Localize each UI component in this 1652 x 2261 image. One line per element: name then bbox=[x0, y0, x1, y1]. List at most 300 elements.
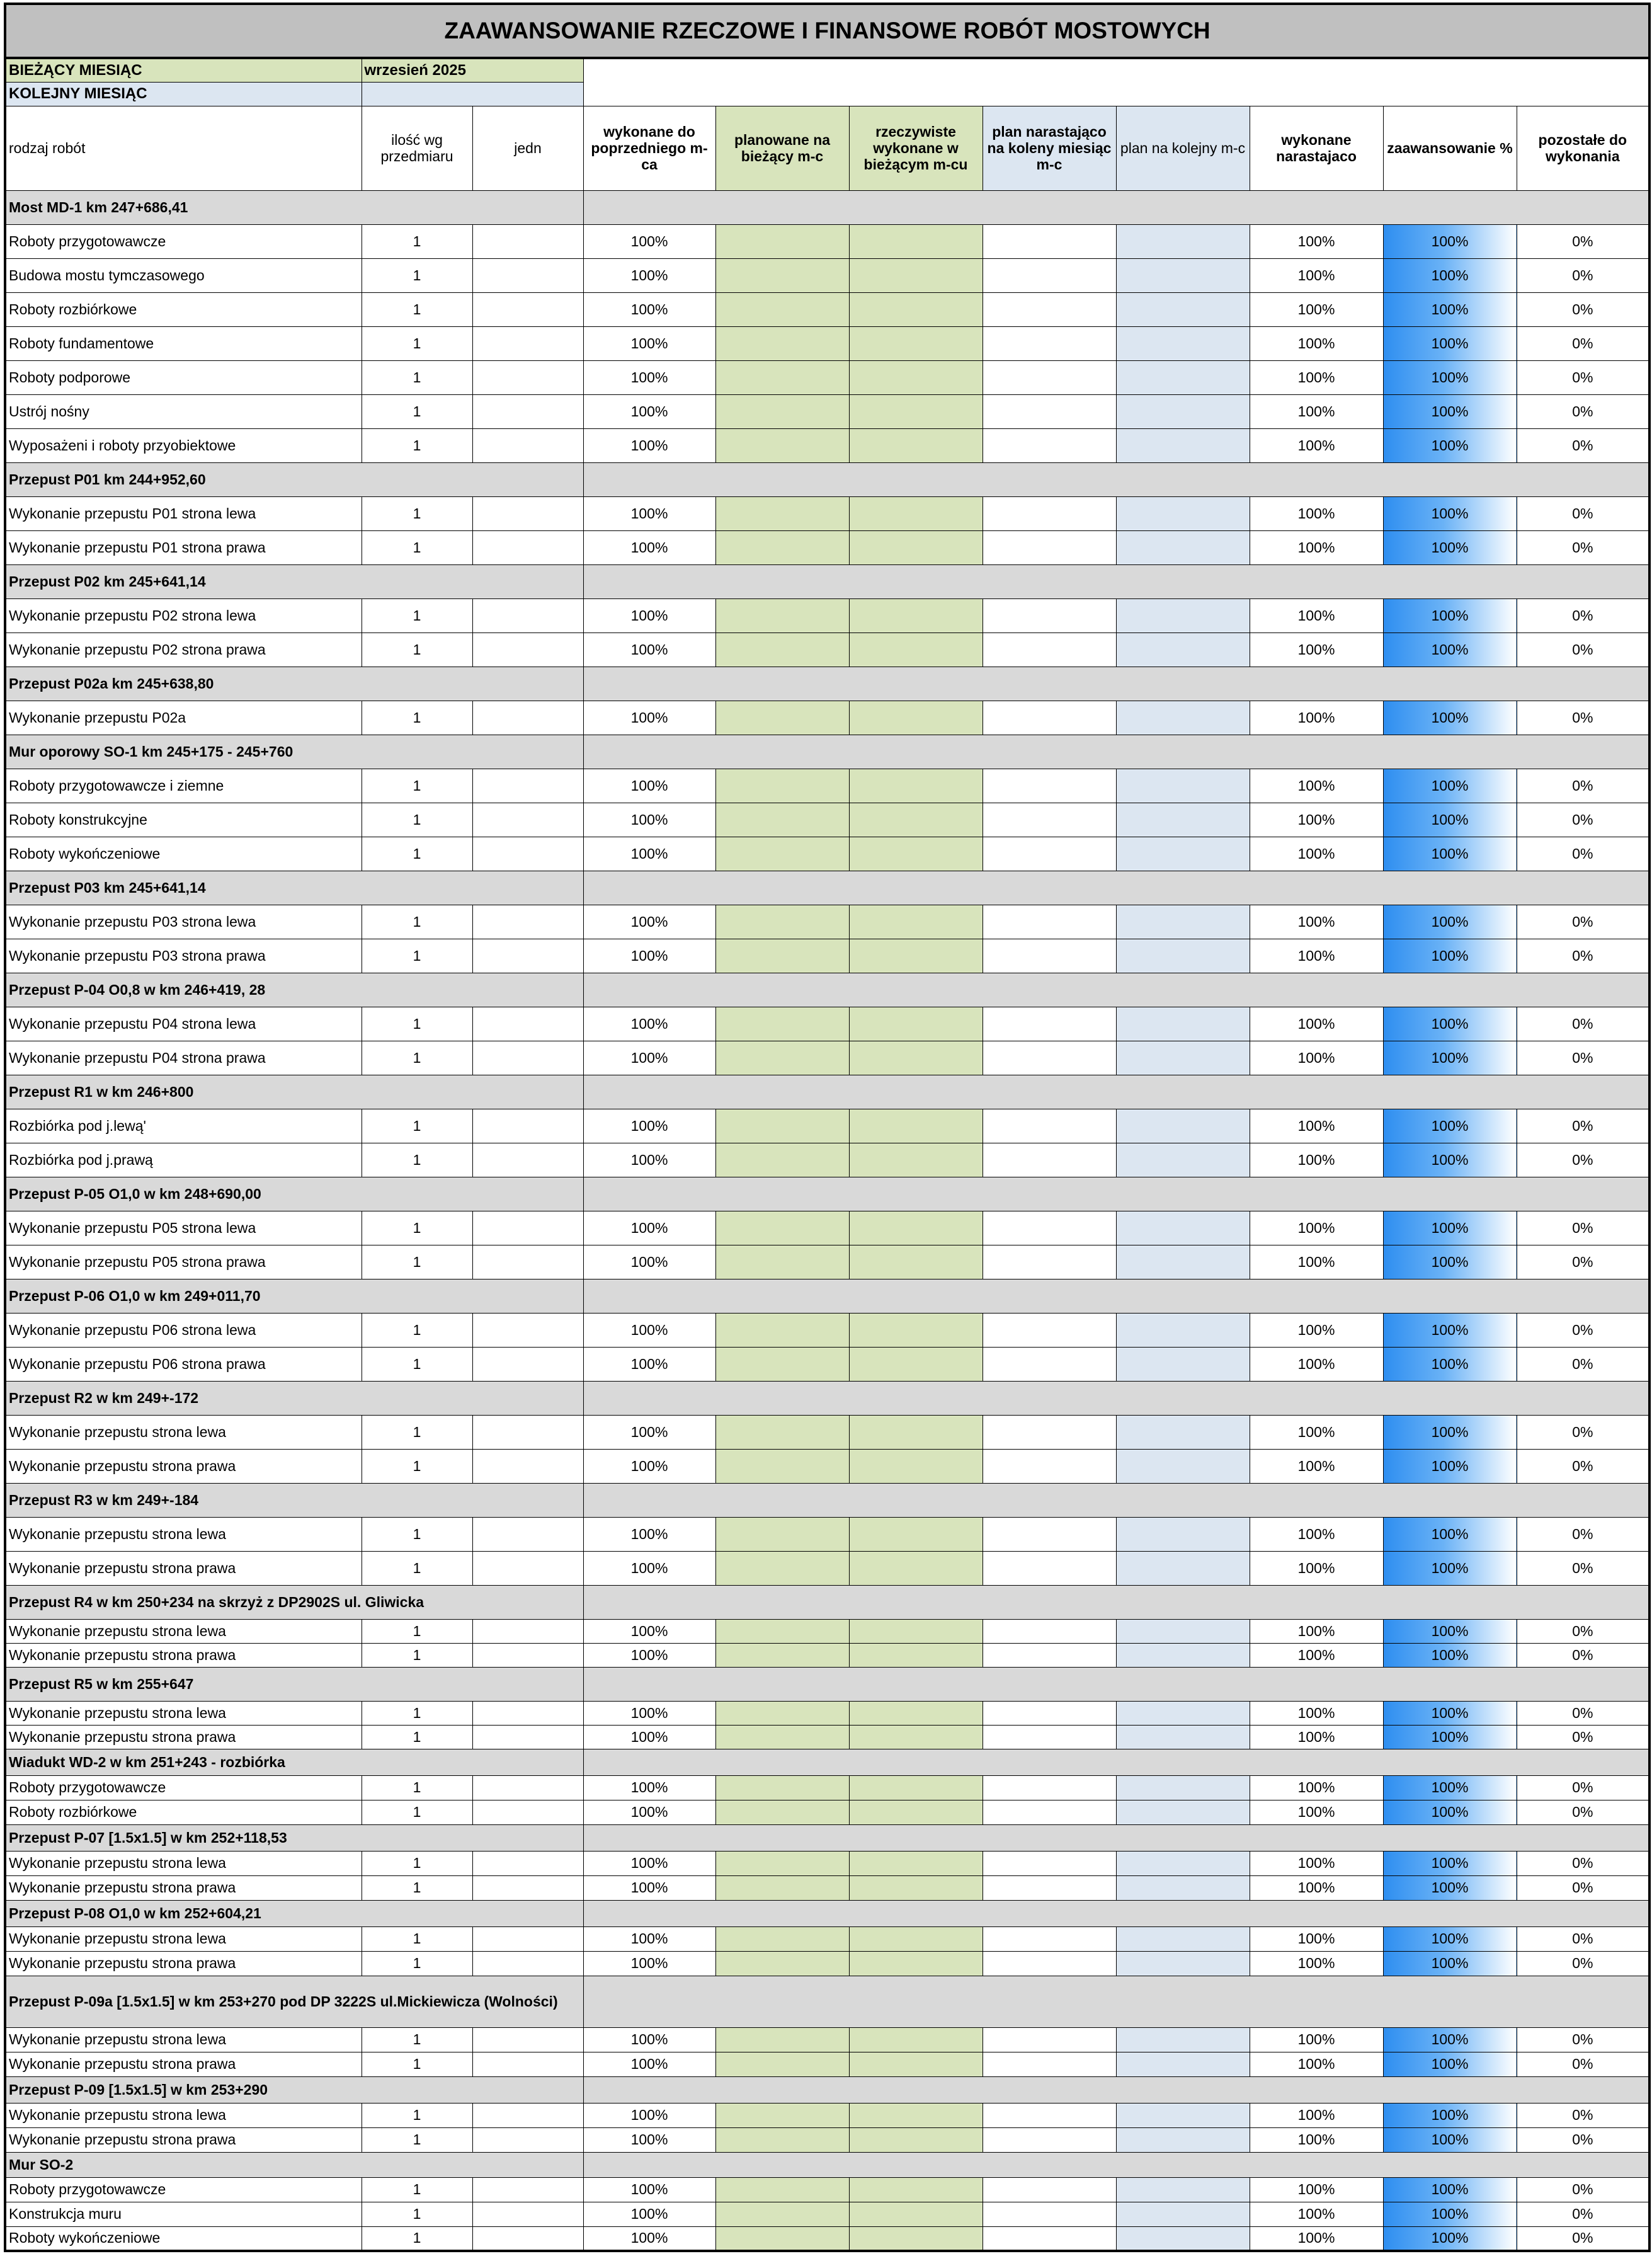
unit-cell[interactable] bbox=[472, 1951, 583, 1976]
remaining-cell[interactable]: 0% bbox=[1517, 224, 1649, 258]
planned-current-cell[interactable] bbox=[715, 837, 849, 871]
planned-current-cell[interactable] bbox=[715, 2127, 849, 2152]
planned-current-cell[interactable] bbox=[715, 394, 849, 428]
actual-current-cell[interactable] bbox=[849, 905, 983, 939]
actual-current-cell[interactable] bbox=[849, 1875, 983, 1900]
done-previous-cell[interactable]: 100% bbox=[583, 1143, 715, 1177]
quantity-cell[interactable]: 1 bbox=[362, 701, 472, 735]
done-previous-cell[interactable]: 100% bbox=[583, 2027, 715, 2052]
done-cumulative-cell[interactable]: 100% bbox=[1250, 1245, 1383, 1279]
done-cumulative-cell[interactable]: 100% bbox=[1250, 1951, 1383, 1976]
quantity-cell[interactable]: 1 bbox=[362, 326, 472, 360]
remaining-cell[interactable]: 0% bbox=[1517, 1415, 1649, 1449]
advancement-cell[interactable]: 100% bbox=[1383, 2052, 1517, 2076]
done-cumulative-cell[interactable]: 100% bbox=[1250, 360, 1383, 394]
actual-current-cell[interactable] bbox=[849, 2177, 983, 2202]
quantity-cell[interactable]: 1 bbox=[362, 2027, 472, 2052]
remaining-cell[interactable]: 0% bbox=[1517, 258, 1649, 292]
unit-cell[interactable] bbox=[472, 1517, 583, 1551]
planned-current-cell[interactable] bbox=[715, 292, 849, 326]
planned-current-cell[interactable] bbox=[715, 2052, 849, 2076]
quantity-cell[interactable]: 1 bbox=[362, 1643, 472, 1667]
planned-current-cell[interactable] bbox=[715, 1551, 849, 1585]
actual-current-cell[interactable] bbox=[849, 803, 983, 837]
plan-next-cell[interactable] bbox=[1116, 258, 1250, 292]
remaining-cell[interactable]: 0% bbox=[1517, 1347, 1649, 1381]
advancement-cell[interactable]: 100% bbox=[1383, 2027, 1517, 2052]
work-item-name[interactable]: Wykonanie przepustu strona prawa bbox=[5, 1551, 362, 1585]
work-item-name[interactable]: Wykonanie przepustu strona lewa bbox=[5, 1619, 362, 1643]
unit-cell[interactable] bbox=[472, 701, 583, 735]
plan-cumulative-next-cell[interactable] bbox=[983, 2027, 1116, 2052]
plan-next-cell[interactable] bbox=[1116, 1007, 1250, 1041]
work-item-name[interactable]: Roboty rozbiórkowe bbox=[5, 292, 362, 326]
planned-current-cell[interactable] bbox=[715, 1007, 849, 1041]
plan-next-cell[interactable] bbox=[1116, 1313, 1250, 1347]
advancement-cell[interactable]: 100% bbox=[1383, 769, 1517, 803]
unit-cell[interactable] bbox=[472, 224, 583, 258]
work-item-name[interactable]: Roboty fundamentowe bbox=[5, 326, 362, 360]
actual-current-cell[interactable] bbox=[849, 1347, 983, 1381]
done-previous-cell[interactable]: 100% bbox=[583, 1007, 715, 1041]
done-previous-cell[interactable]: 100% bbox=[583, 1415, 715, 1449]
unit-cell[interactable] bbox=[472, 530, 583, 564]
done-previous-cell[interactable]: 100% bbox=[583, 2103, 715, 2127]
done-previous-cell[interactable]: 100% bbox=[583, 1211, 715, 1245]
remaining-cell[interactable]: 0% bbox=[1517, 2103, 1649, 2127]
plan-next-cell[interactable] bbox=[1116, 905, 1250, 939]
unit-cell[interactable] bbox=[472, 2127, 583, 2152]
plan-next-cell[interactable] bbox=[1116, 1951, 1250, 1976]
work-item-name[interactable]: Wykonanie przepustu P03 strona lewa bbox=[5, 905, 362, 939]
plan-next-cell[interactable] bbox=[1116, 1041, 1250, 1075]
done-cumulative-cell[interactable]: 100% bbox=[1250, 1007, 1383, 1041]
work-item-name[interactable]: Wykonanie przepustu P04 strona lewa bbox=[5, 1007, 362, 1041]
quantity-cell[interactable]: 1 bbox=[362, 1449, 472, 1483]
unit-cell[interactable] bbox=[472, 1800, 583, 1824]
done-cumulative-cell[interactable]: 100% bbox=[1250, 633, 1383, 667]
advancement-cell[interactable]: 100% bbox=[1383, 326, 1517, 360]
plan-cumulative-next-cell[interactable] bbox=[983, 1143, 1116, 1177]
advancement-cell[interactable]: 100% bbox=[1383, 1415, 1517, 1449]
quantity-cell[interactable]: 1 bbox=[362, 2127, 472, 2152]
done-previous-cell[interactable]: 100% bbox=[583, 2226, 715, 2251]
done-cumulative-cell[interactable]: 100% bbox=[1250, 2027, 1383, 2052]
planned-current-cell[interactable] bbox=[715, 1109, 849, 1143]
quantity-cell[interactable]: 1 bbox=[362, 496, 472, 530]
done-previous-cell[interactable]: 100% bbox=[583, 360, 715, 394]
actual-current-cell[interactable] bbox=[849, 1517, 983, 1551]
plan-cumulative-next-cell[interactable] bbox=[983, 1109, 1116, 1143]
plan-next-cell[interactable] bbox=[1116, 939, 1250, 973]
plan-next-cell[interactable] bbox=[1116, 224, 1250, 258]
remaining-cell[interactable]: 0% bbox=[1517, 1007, 1649, 1041]
unit-cell[interactable] bbox=[472, 2177, 583, 2202]
plan-cumulative-next-cell[interactable] bbox=[983, 769, 1116, 803]
planned-current-cell[interactable] bbox=[715, 258, 849, 292]
work-item-name[interactable]: Wykonanie przepustu strona lewa bbox=[5, 2103, 362, 2127]
actual-current-cell[interactable] bbox=[849, 1109, 983, 1143]
unit-cell[interactable] bbox=[472, 1619, 583, 1643]
unit-cell[interactable] bbox=[472, 1143, 583, 1177]
unit-cell[interactable] bbox=[472, 598, 583, 633]
actual-current-cell[interactable] bbox=[849, 496, 983, 530]
quantity-cell[interactable]: 1 bbox=[362, 2103, 472, 2127]
unit-cell[interactable] bbox=[472, 428, 583, 462]
actual-current-cell[interactable] bbox=[849, 1926, 983, 1951]
plan-next-cell[interactable] bbox=[1116, 326, 1250, 360]
remaining-cell[interactable]: 0% bbox=[1517, 530, 1649, 564]
plan-next-cell[interactable] bbox=[1116, 2052, 1250, 2076]
work-item-name[interactable]: Roboty przygotowawcze bbox=[5, 2177, 362, 2202]
actual-current-cell[interactable] bbox=[849, 1313, 983, 1347]
plan-next-cell[interactable] bbox=[1116, 1875, 1250, 1900]
planned-current-cell[interactable] bbox=[715, 1415, 849, 1449]
work-item-name[interactable]: Ustrój nośny bbox=[5, 394, 362, 428]
advancement-cell[interactable]: 100% bbox=[1383, 530, 1517, 564]
plan-next-cell[interactable] bbox=[1116, 1517, 1250, 1551]
plan-cumulative-next-cell[interactable] bbox=[983, 1701, 1116, 1725]
quantity-cell[interactable]: 1 bbox=[362, 2052, 472, 2076]
quantity-cell[interactable]: 1 bbox=[362, 1775, 472, 1800]
work-item-name[interactable]: Roboty konstrukcyjne bbox=[5, 803, 362, 837]
planned-current-cell[interactable] bbox=[715, 1619, 849, 1643]
done-previous-cell[interactable]: 100% bbox=[583, 1775, 715, 1800]
done-previous-cell[interactable]: 100% bbox=[583, 1951, 715, 1976]
unit-cell[interactable] bbox=[472, 2052, 583, 2076]
remaining-cell[interactable]: 0% bbox=[1517, 394, 1649, 428]
plan-cumulative-next-cell[interactable] bbox=[983, 1313, 1116, 1347]
plan-cumulative-next-cell[interactable] bbox=[983, 837, 1116, 871]
work-item-name[interactable]: Konstrukcja muru bbox=[5, 2202, 362, 2226]
advancement-cell[interactable]: 100% bbox=[1383, 1643, 1517, 1667]
work-item-name[interactable]: Roboty przygotowawcze bbox=[5, 224, 362, 258]
plan-cumulative-next-cell[interactable] bbox=[983, 326, 1116, 360]
unit-cell[interactable] bbox=[472, 905, 583, 939]
done-cumulative-cell[interactable]: 100% bbox=[1250, 292, 1383, 326]
plan-cumulative-next-cell[interactable] bbox=[983, 1951, 1116, 1976]
advancement-cell[interactable]: 100% bbox=[1383, 633, 1517, 667]
done-previous-cell[interactable]: 100% bbox=[583, 224, 715, 258]
actual-current-cell[interactable] bbox=[849, 837, 983, 871]
actual-current-cell[interactable] bbox=[849, 1245, 983, 1279]
remaining-cell[interactable]: 0% bbox=[1517, 1800, 1649, 1824]
done-cumulative-cell[interactable]: 100% bbox=[1250, 1517, 1383, 1551]
done-previous-cell[interactable]: 100% bbox=[583, 837, 715, 871]
work-item-name[interactable]: Wykonanie przepustu strona prawa bbox=[5, 2052, 362, 2076]
plan-next-cell[interactable] bbox=[1116, 530, 1250, 564]
plan-next-cell[interactable] bbox=[1116, 360, 1250, 394]
work-item-name[interactable]: Wykonanie przepustu P01 strona lewa bbox=[5, 496, 362, 530]
unit-cell[interactable] bbox=[472, 1109, 583, 1143]
work-item-name[interactable]: Wykonanie przepustu strona prawa bbox=[5, 1951, 362, 1976]
actual-current-cell[interactable] bbox=[849, 1211, 983, 1245]
advancement-cell[interactable]: 100% bbox=[1383, 1926, 1517, 1951]
advancement-cell[interactable]: 100% bbox=[1383, 1701, 1517, 1725]
done-cumulative-cell[interactable]: 100% bbox=[1250, 1775, 1383, 1800]
plan-cumulative-next-cell[interactable] bbox=[983, 1619, 1116, 1643]
plan-next-cell[interactable] bbox=[1116, 1449, 1250, 1483]
planned-current-cell[interactable] bbox=[715, 2103, 849, 2127]
remaining-cell[interactable]: 0% bbox=[1517, 496, 1649, 530]
remaining-cell[interactable]: 0% bbox=[1517, 598, 1649, 633]
quantity-cell[interactable]: 1 bbox=[362, 1619, 472, 1643]
planned-current-cell[interactable] bbox=[715, 905, 849, 939]
actual-current-cell[interactable] bbox=[849, 1041, 983, 1075]
advancement-cell[interactable]: 100% bbox=[1383, 1245, 1517, 1279]
remaining-cell[interactable]: 0% bbox=[1517, 1875, 1649, 1900]
done-cumulative-cell[interactable]: 100% bbox=[1250, 1619, 1383, 1643]
done-previous-cell[interactable]: 100% bbox=[583, 326, 715, 360]
unit-cell[interactable] bbox=[472, 1041, 583, 1075]
done-previous-cell[interactable]: 100% bbox=[583, 905, 715, 939]
plan-cumulative-next-cell[interactable] bbox=[983, 1875, 1116, 1900]
done-cumulative-cell[interactable]: 100% bbox=[1250, 803, 1383, 837]
remaining-cell[interactable]: 0% bbox=[1517, 2052, 1649, 2076]
advancement-cell[interactable]: 100% bbox=[1383, 1517, 1517, 1551]
work-item-name[interactable]: Wykonanie przepustu P02a bbox=[5, 701, 362, 735]
quantity-cell[interactable]: 1 bbox=[362, 1415, 472, 1449]
planned-current-cell[interactable] bbox=[715, 224, 849, 258]
done-cumulative-cell[interactable]: 100% bbox=[1250, 2202, 1383, 2226]
advancement-cell[interactable]: 100% bbox=[1383, 1007, 1517, 1041]
planned-current-cell[interactable] bbox=[715, 598, 849, 633]
planned-current-cell[interactable] bbox=[715, 2226, 849, 2251]
actual-current-cell[interactable] bbox=[849, 326, 983, 360]
plan-cumulative-next-cell[interactable] bbox=[983, 1347, 1116, 1381]
plan-next-cell[interactable] bbox=[1116, 1619, 1250, 1643]
remaining-cell[interactable]: 0% bbox=[1517, 1211, 1649, 1245]
advancement-cell[interactable]: 100% bbox=[1383, 1551, 1517, 1585]
unit-cell[interactable] bbox=[472, 1347, 583, 1381]
work-item-name[interactable]: Wykonanie przepustu P06 strona prawa bbox=[5, 1347, 362, 1381]
unit-cell[interactable] bbox=[472, 1725, 583, 1749]
actual-current-cell[interactable] bbox=[849, 1619, 983, 1643]
remaining-cell[interactable]: 0% bbox=[1517, 2027, 1649, 2052]
done-previous-cell[interactable]: 100% bbox=[583, 1245, 715, 1279]
done-cumulative-cell[interactable]: 100% bbox=[1250, 769, 1383, 803]
plan-next-cell[interactable] bbox=[1116, 2127, 1250, 2152]
done-cumulative-cell[interactable]: 100% bbox=[1250, 224, 1383, 258]
done-previous-cell[interactable]: 100% bbox=[583, 2052, 715, 2076]
remaining-cell[interactable]: 0% bbox=[1517, 1643, 1649, 1667]
actual-current-cell[interactable] bbox=[849, 939, 983, 973]
actual-current-cell[interactable] bbox=[849, 1701, 983, 1725]
advancement-cell[interactable]: 100% bbox=[1383, 2202, 1517, 2226]
plan-cumulative-next-cell[interactable] bbox=[983, 1041, 1116, 1075]
planned-current-cell[interactable] bbox=[715, 701, 849, 735]
done-previous-cell[interactable]: 100% bbox=[583, 1725, 715, 1749]
actual-current-cell[interactable] bbox=[849, 769, 983, 803]
plan-next-cell[interactable] bbox=[1116, 803, 1250, 837]
remaining-cell[interactable]: 0% bbox=[1517, 905, 1649, 939]
actual-current-cell[interactable] bbox=[849, 1775, 983, 1800]
remaining-cell[interactable]: 0% bbox=[1517, 1551, 1649, 1585]
done-cumulative-cell[interactable]: 100% bbox=[1250, 1800, 1383, 1824]
plan-next-cell[interactable] bbox=[1116, 1551, 1250, 1585]
advancement-cell[interactable]: 100% bbox=[1383, 2226, 1517, 2251]
advancement-cell[interactable]: 100% bbox=[1383, 1347, 1517, 1381]
done-previous-cell[interactable]: 100% bbox=[583, 394, 715, 428]
quantity-cell[interactable]: 1 bbox=[362, 803, 472, 837]
remaining-cell[interactable]: 0% bbox=[1517, 428, 1649, 462]
plan-next-cell[interactable] bbox=[1116, 1851, 1250, 1875]
advancement-cell[interactable]: 100% bbox=[1383, 1211, 1517, 1245]
actual-current-cell[interactable] bbox=[849, 2127, 983, 2152]
planned-current-cell[interactable] bbox=[715, 1517, 849, 1551]
done-cumulative-cell[interactable]: 100% bbox=[1250, 598, 1383, 633]
planned-current-cell[interactable] bbox=[715, 769, 849, 803]
plan-cumulative-next-cell[interactable] bbox=[983, 292, 1116, 326]
planned-current-cell[interactable] bbox=[715, 1926, 849, 1951]
unit-cell[interactable] bbox=[472, 496, 583, 530]
done-cumulative-cell[interactable]: 100% bbox=[1250, 1875, 1383, 1900]
quantity-cell[interactable]: 1 bbox=[362, 428, 472, 462]
work-item-name[interactable]: Roboty wykończeniowe bbox=[5, 2226, 362, 2251]
actual-current-cell[interactable] bbox=[849, 1851, 983, 1875]
plan-cumulative-next-cell[interactable] bbox=[983, 939, 1116, 973]
plan-next-cell[interactable] bbox=[1116, 2202, 1250, 2226]
remaining-cell[interactable]: 0% bbox=[1517, 769, 1649, 803]
unit-cell[interactable] bbox=[472, 1701, 583, 1725]
actual-current-cell[interactable] bbox=[849, 2202, 983, 2226]
unit-cell[interactable] bbox=[472, 1926, 583, 1951]
quantity-cell[interactable]: 1 bbox=[362, 633, 472, 667]
planned-current-cell[interactable] bbox=[715, 1951, 849, 1976]
done-previous-cell[interactable]: 100% bbox=[583, 258, 715, 292]
advancement-cell[interactable]: 100% bbox=[1383, 598, 1517, 633]
work-item-name[interactable]: Wykonanie przepustu strona prawa bbox=[5, 1643, 362, 1667]
remaining-cell[interactable]: 0% bbox=[1517, 1926, 1649, 1951]
plan-cumulative-next-cell[interactable] bbox=[983, 2127, 1116, 2152]
work-item-name[interactable]: Wykonanie przepustu strona prawa bbox=[5, 1725, 362, 1749]
remaining-cell[interactable]: 0% bbox=[1517, 1619, 1649, 1643]
done-previous-cell[interactable]: 100% bbox=[583, 1643, 715, 1667]
work-item-name[interactable]: Wykonanie przepustu strona prawa bbox=[5, 1449, 362, 1483]
actual-current-cell[interactable] bbox=[849, 360, 983, 394]
remaining-cell[interactable]: 0% bbox=[1517, 326, 1649, 360]
done-previous-cell[interactable]: 100% bbox=[583, 2127, 715, 2152]
done-cumulative-cell[interactable]: 100% bbox=[1250, 1313, 1383, 1347]
work-item-name[interactable]: Wykonanie przepustu strona lewa bbox=[5, 1517, 362, 1551]
planned-current-cell[interactable] bbox=[715, 1800, 849, 1824]
advancement-cell[interactable]: 100% bbox=[1383, 1143, 1517, 1177]
done-previous-cell[interactable]: 100% bbox=[583, 1800, 715, 1824]
actual-current-cell[interactable] bbox=[849, 2027, 983, 2052]
planned-current-cell[interactable] bbox=[715, 1143, 849, 1177]
current-month-value[interactable]: wrzesień 2025 bbox=[362, 58, 583, 82]
unit-cell[interactable] bbox=[472, 633, 583, 667]
remaining-cell[interactable]: 0% bbox=[1517, 2202, 1649, 2226]
quantity-cell[interactable]: 1 bbox=[362, 1725, 472, 1749]
planned-current-cell[interactable] bbox=[715, 633, 849, 667]
done-cumulative-cell[interactable]: 100% bbox=[1250, 1347, 1383, 1381]
actual-current-cell[interactable] bbox=[849, 1725, 983, 1749]
plan-next-cell[interactable] bbox=[1116, 496, 1250, 530]
advancement-cell[interactable]: 100% bbox=[1383, 1449, 1517, 1483]
work-item-name[interactable]: Wyposażeni i roboty przyobiektowe bbox=[5, 428, 362, 462]
plan-cumulative-next-cell[interactable] bbox=[983, 496, 1116, 530]
work-item-name[interactable]: Rozbiórka pod j.lewą' bbox=[5, 1109, 362, 1143]
quantity-cell[interactable]: 1 bbox=[362, 837, 472, 871]
unit-cell[interactable] bbox=[472, 1415, 583, 1449]
unit-cell[interactable] bbox=[472, 803, 583, 837]
work-item-name[interactable]: Wykonanie przepustu P02 strona prawa bbox=[5, 633, 362, 667]
quantity-cell[interactable]: 1 bbox=[362, 258, 472, 292]
advancement-cell[interactable]: 100% bbox=[1383, 1619, 1517, 1643]
actual-current-cell[interactable] bbox=[849, 258, 983, 292]
advancement-cell[interactable]: 100% bbox=[1383, 1313, 1517, 1347]
actual-current-cell[interactable] bbox=[849, 1800, 983, 1824]
planned-current-cell[interactable] bbox=[715, 360, 849, 394]
done-cumulative-cell[interactable]: 100% bbox=[1250, 2103, 1383, 2127]
actual-current-cell[interactable] bbox=[849, 1449, 983, 1483]
plan-next-cell[interactable] bbox=[1116, 1109, 1250, 1143]
work-item-name[interactable]: Wykonanie przepustu P03 strona prawa bbox=[5, 939, 362, 973]
planned-current-cell[interactable] bbox=[715, 1041, 849, 1075]
remaining-cell[interactable]: 0% bbox=[1517, 1245, 1649, 1279]
done-previous-cell[interactable]: 100% bbox=[583, 1313, 715, 1347]
done-previous-cell[interactable]: 100% bbox=[583, 633, 715, 667]
done-cumulative-cell[interactable]: 100% bbox=[1250, 496, 1383, 530]
unit-cell[interactable] bbox=[472, 2103, 583, 2127]
done-previous-cell[interactable]: 100% bbox=[583, 1926, 715, 1951]
plan-cumulative-next-cell[interactable] bbox=[983, 2052, 1116, 2076]
planned-current-cell[interactable] bbox=[715, 2177, 849, 2202]
done-previous-cell[interactable]: 100% bbox=[583, 2202, 715, 2226]
unit-cell[interactable] bbox=[472, 258, 583, 292]
planned-current-cell[interactable] bbox=[715, 939, 849, 973]
advancement-cell[interactable]: 100% bbox=[1383, 496, 1517, 530]
unit-cell[interactable] bbox=[472, 2027, 583, 2052]
actual-current-cell[interactable] bbox=[849, 1143, 983, 1177]
advancement-cell[interactable]: 100% bbox=[1383, 939, 1517, 973]
done-cumulative-cell[interactable]: 100% bbox=[1250, 1415, 1383, 1449]
plan-cumulative-next-cell[interactable] bbox=[983, 1211, 1116, 1245]
unit-cell[interactable] bbox=[472, 394, 583, 428]
unit-cell[interactable] bbox=[472, 769, 583, 803]
done-previous-cell[interactable]: 100% bbox=[583, 1551, 715, 1585]
done-cumulative-cell[interactable]: 100% bbox=[1250, 837, 1383, 871]
unit-cell[interactable] bbox=[472, 1643, 583, 1667]
plan-next-cell[interactable] bbox=[1116, 1775, 1250, 1800]
actual-current-cell[interactable] bbox=[849, 292, 983, 326]
work-item-name[interactable]: Roboty przygotowawcze bbox=[5, 1775, 362, 1800]
actual-current-cell[interactable] bbox=[849, 530, 983, 564]
work-item-name[interactable]: Wykonanie przepustu P01 strona prawa bbox=[5, 530, 362, 564]
plan-cumulative-next-cell[interactable] bbox=[983, 598, 1116, 633]
planned-current-cell[interactable] bbox=[715, 1725, 849, 1749]
unit-cell[interactable] bbox=[472, 1211, 583, 1245]
plan-cumulative-next-cell[interactable] bbox=[983, 1517, 1116, 1551]
work-item-name[interactable]: Roboty wykończeniowe bbox=[5, 837, 362, 871]
plan-next-cell[interactable] bbox=[1116, 2177, 1250, 2202]
remaining-cell[interactable]: 0% bbox=[1517, 1449, 1649, 1483]
plan-cumulative-next-cell[interactable] bbox=[983, 394, 1116, 428]
plan-cumulative-next-cell[interactable] bbox=[983, 1800, 1116, 1824]
remaining-cell[interactable]: 0% bbox=[1517, 1313, 1649, 1347]
planned-current-cell[interactable] bbox=[715, 326, 849, 360]
done-previous-cell[interactable]: 100% bbox=[583, 1619, 715, 1643]
quantity-cell[interactable]: 1 bbox=[362, 1875, 472, 1900]
remaining-cell[interactable]: 0% bbox=[1517, 2177, 1649, 2202]
quantity-cell[interactable]: 1 bbox=[362, 1851, 472, 1875]
done-previous-cell[interactable]: 100% bbox=[583, 292, 715, 326]
done-previous-cell[interactable]: 100% bbox=[583, 428, 715, 462]
advancement-cell[interactable]: 100% bbox=[1383, 1851, 1517, 1875]
plan-cumulative-next-cell[interactable] bbox=[983, 1449, 1116, 1483]
planned-current-cell[interactable] bbox=[715, 1245, 849, 1279]
